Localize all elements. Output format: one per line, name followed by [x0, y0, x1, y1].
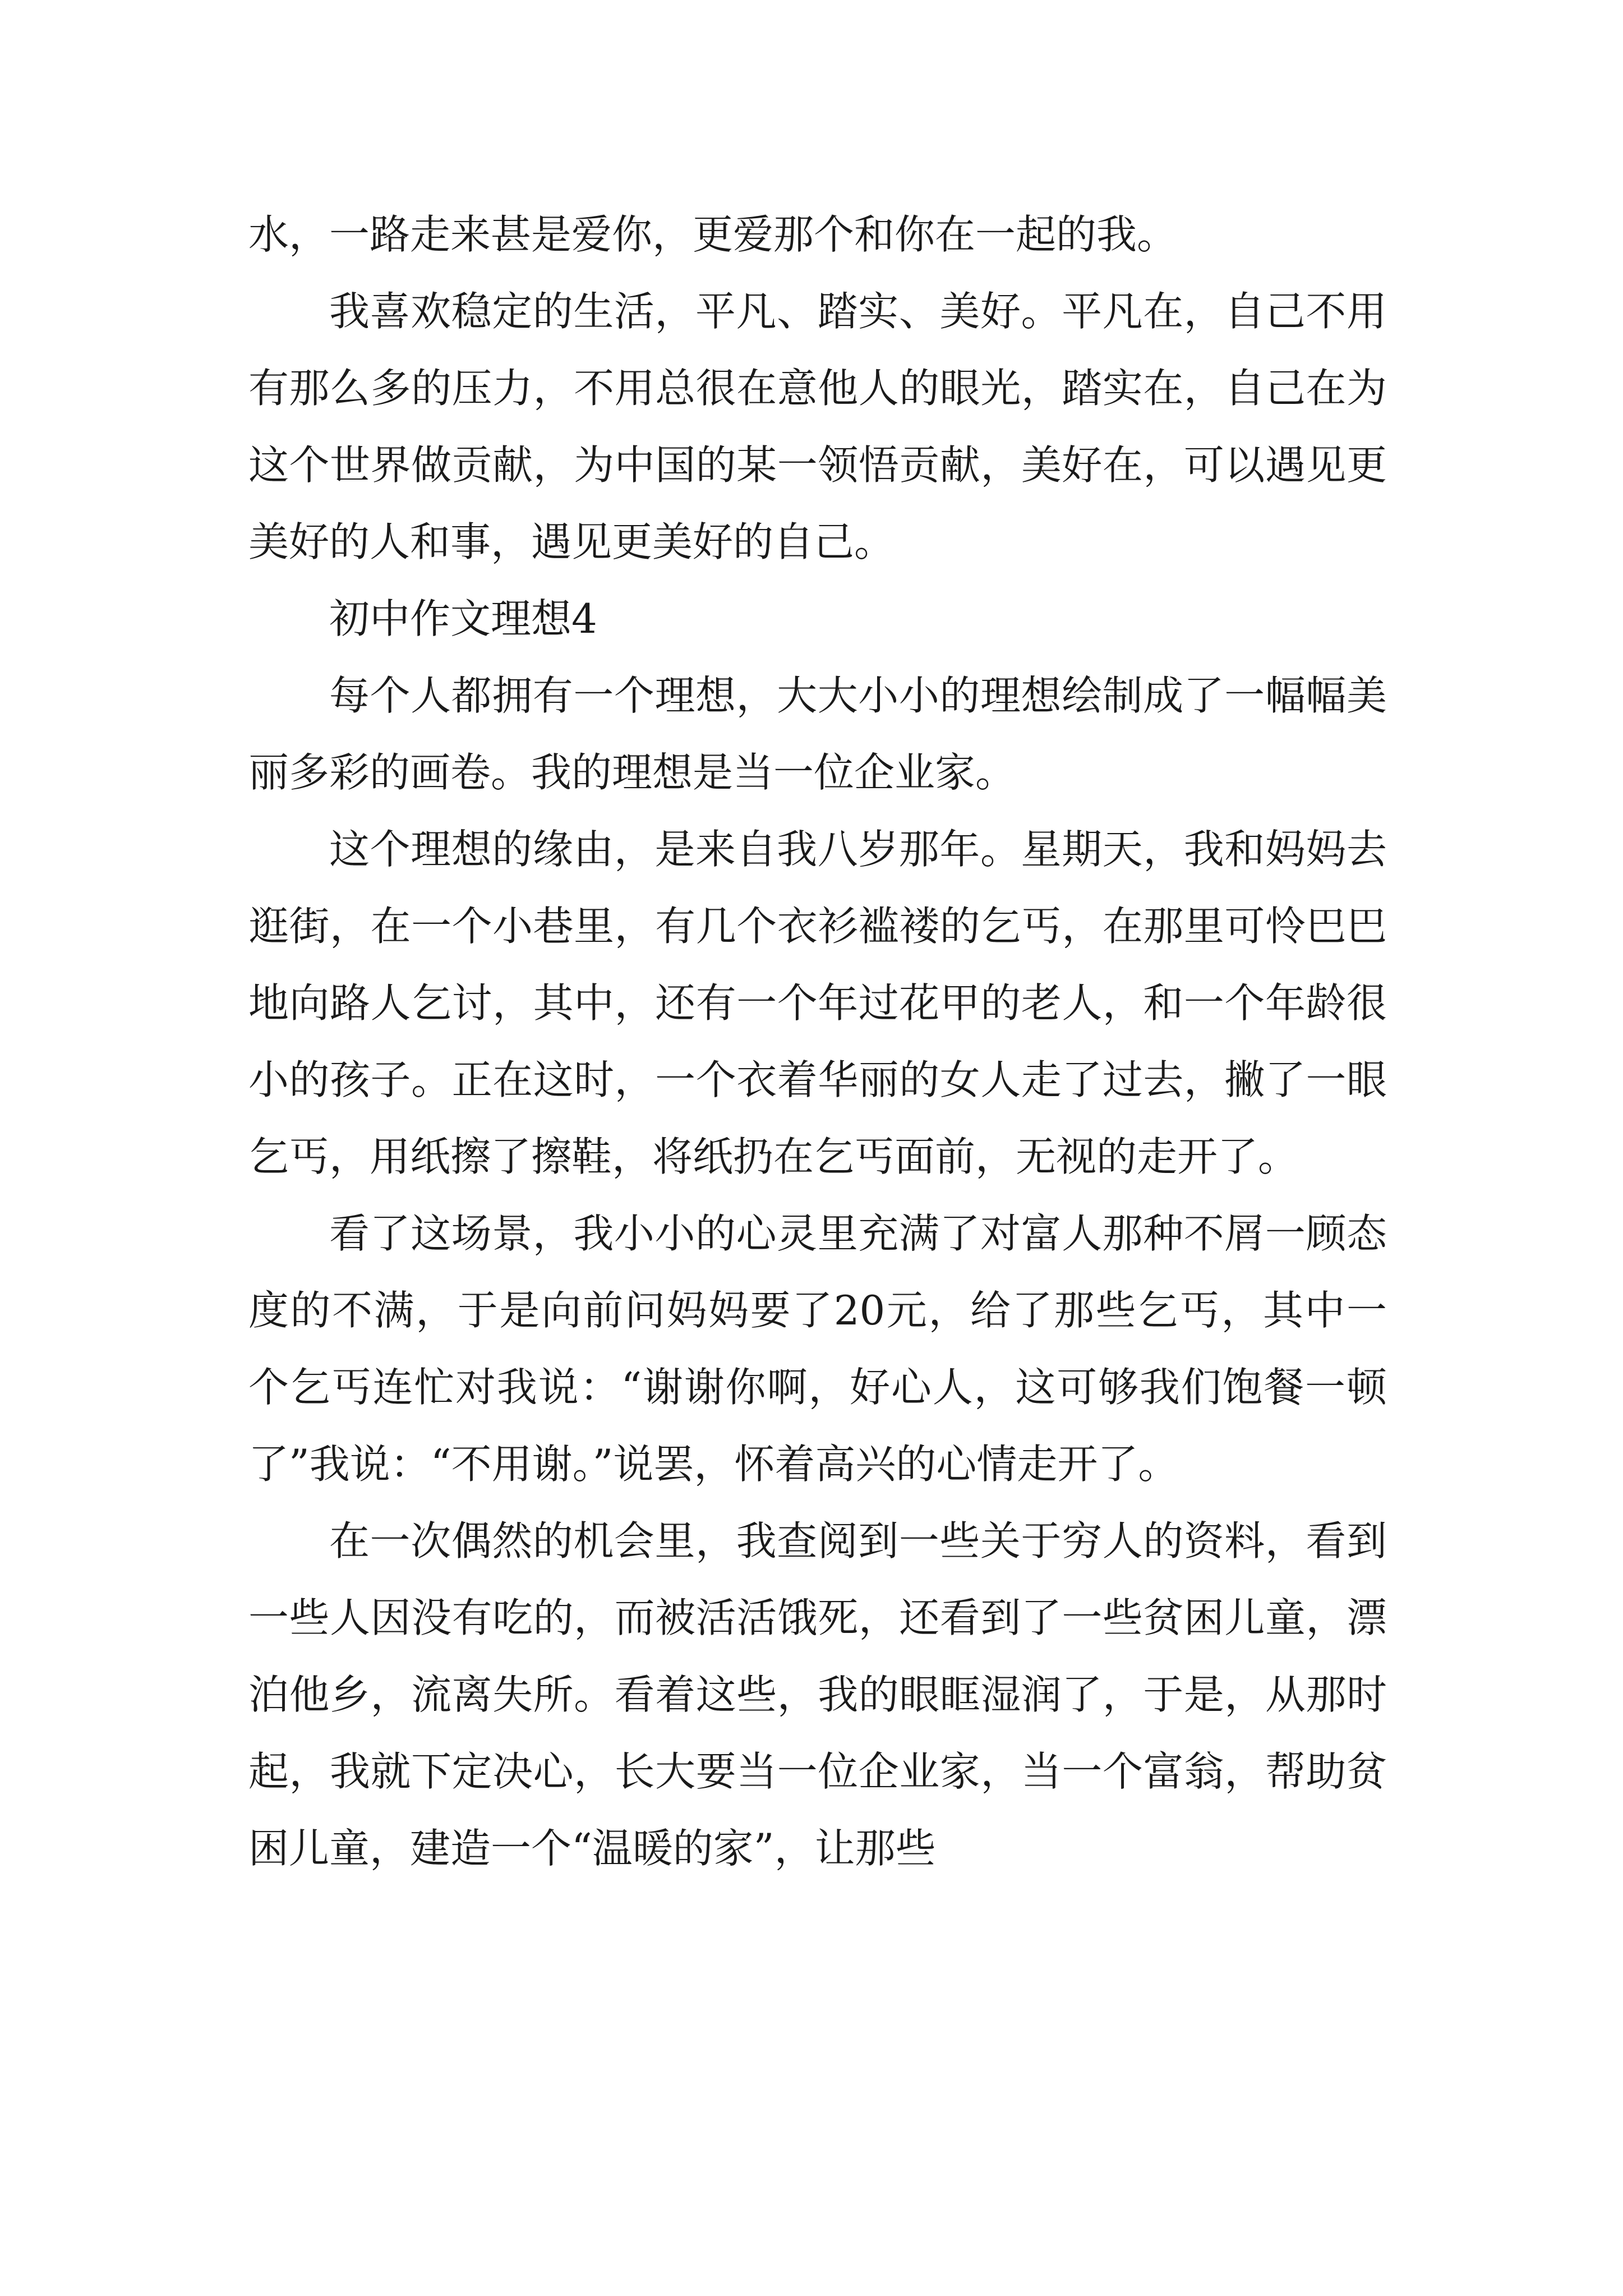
document-body	[248, 196, 1387, 1887]
paragraph: 在一次偶然的机会里，我查阅到一些关于穷人的资料，看到一些人因没有吃的，而被活活饿死，还看到了一些贫困儿童，漂泊他乡，流离失所。看着这些，我的眼眶湿润了，于是，从那时起，我就下定决心，长大要当一位企业家，当一个富翁，帮助贫困儿童，建造一个“温暖的家”，让那些	[248, 1517, 1387, 1872]
paragraph: 每个人都拥有一个理想，大大小小的理想绘制成了一幅幅美丽多彩的画卷。我的理想是当一位企业家。	[248, 672, 1387, 796]
paragraph: 我喜欢稳定的生活，平凡、踏实、美好。平凡在，自己不用有那么多的压力，不用总很在意他人的眼光，踏实在，自己在为这个世界做贡献，为中国的某一领悟贡献，美好在，可以遇见更美好的人和事，遇见更美好的自己。	[248, 288, 1387, 565]
paragraph: 这个理想的缘由，是来自我八岁那年。星期天，我和妈妈去逛街，在一个小巷里，有几个衣衫褴褛的乞丐，在那里可怜巴巴地向路人乞讨，其中，还有一个年过花甲的老人，和一个年龄很小的孩子。正在这时，一个衣着华丽的女人走了过去，撇了一眼乞丐，用纸擦了擦鞋，将纸扔在乞丐面前，无视的走开了。	[248, 826, 1387, 1180]
section-heading: 初中作文理想4	[329, 595, 597, 642]
paragraph: 看了这场景，我小小的心灵里充满了对富人那种不屑一顾态度的不满，于是向前问妈妈要了20元，给了那些乞丐，其中一个乞丐连忙对我说：“谢谢你啊，好心人，这可够我们饱餐一顿了”我说：“不用谢。”说罢，怀着高兴的心情走开了。	[248, 1210, 1387, 1488]
paragraph-continuation: 水，一路走来甚是爱你，更爱那个和你在一起的我。	[248, 211, 1178, 258]
